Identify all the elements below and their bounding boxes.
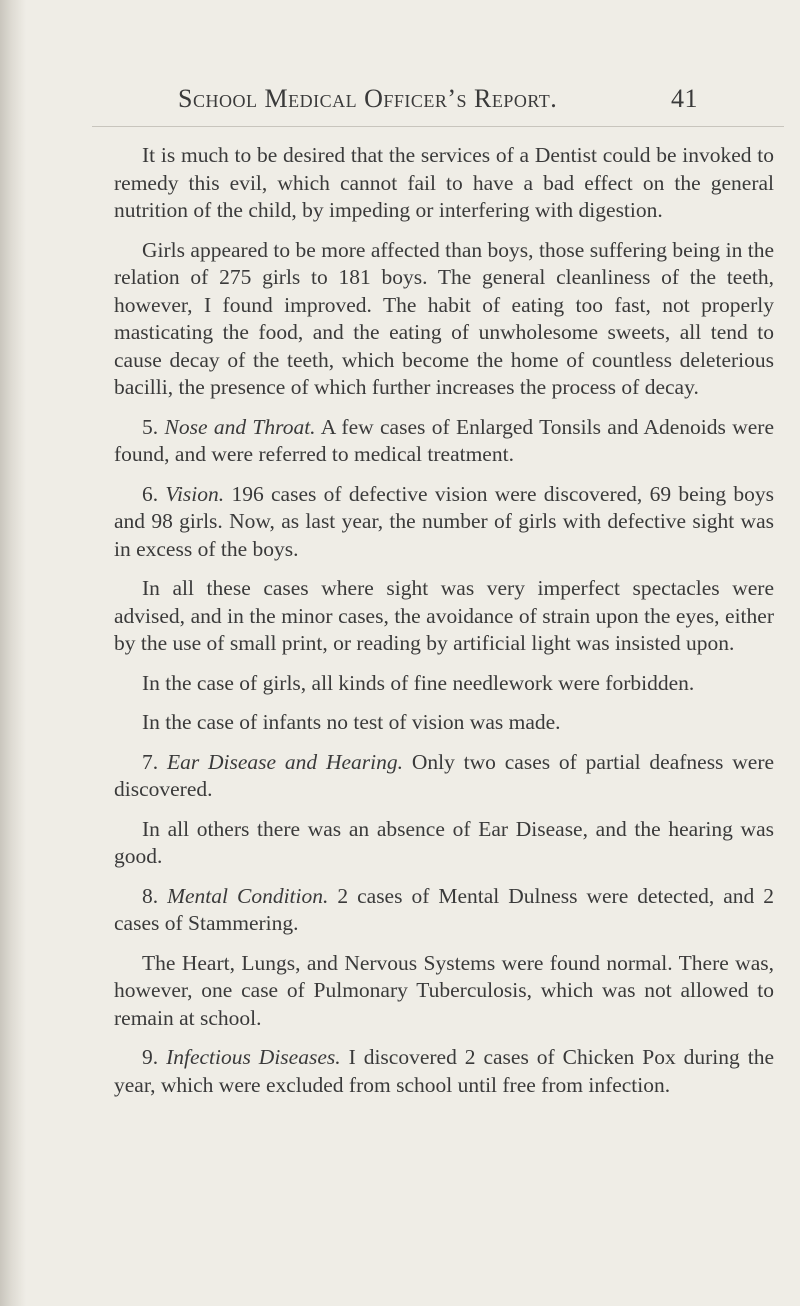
paragraph-heart-lungs: The Heart, Lungs, and Nervous Systems were found normal. There was, however, one case of Pulmonary Tuberculosis, which was not allowed to remain at school. [114,950,774,1030]
page-number: 41 [671,84,698,113]
running-header [178,84,698,120]
paragraph-ear-others: In all others there was an absence of Ear Disease, and the hearing was good. [114,816,774,868]
section-heading: Ear Disease and Hearing. [166,749,404,774]
section-heading: Mental Condition. [167,883,329,908]
section-heading: Infectious Diseases. [166,1045,341,1069]
section-nose-throat: 5. Nose and Throat. A few cases of Enlarged Tonsils and Adenoids were found, and were referred to medical treatment. [114,414,775,466]
section-infectious-diseases: 9. Infectious Diseases. I discovered 2 cases of Chicken Pox during the year, which were excluded from school until free from infection. [114,1045,774,1097]
section-ear-hearing: 7. Ear Disease and Hearing. Only two cases of partial deafness were discovered. [114,749,775,801]
section-heading: Nose and Throat. [164,414,316,439]
paragraph-dentist: It is much to be desired that the services of a Dentist could be invoked to remedy this evil, which cannot fail to have a bad effect on the general nutrition of the child, by impeding or interfering with digestion. [114,143,774,222]
body-text [114,142,774,1111]
section-heading: Vision. [165,481,225,506]
section-vision: 6. Vision. 196 cases of defective vision were discovered, 69 being boys and 98 girls. Now, as last year, the number of girls with defective sight was in excess of the boys. [114,481,775,561]
paragraph-infants: In the case of infants no test of vision was made. [142,710,561,734]
page-edge-shadow [0,0,26,1306]
section-mental-condition: 8. Mental Condition. 2 cases of Mental Dulness were detected, and 2 cases of Stammering. [114,883,774,935]
paragraph-girls-teeth: Girls appeared to be more affected than boys, those suffering being in the relation of 275 girls to 181 boys. The general cleanliness of the teeth, however, I found improved. The habit of eating too fast, not properly masticating the food, and the eating of unwholesome sweets, all tend to cause decay of the teeth, which become the home of countless deleterious bacilli, the presence of which further increases the process of decay. [114,237,774,399]
header-title: School Medical Officer’s Report. [178,84,558,113]
header-rule [92,126,784,127]
paragraph-needlework: In the case of girls, all kinds of fine needlework were forbidden. [142,670,695,695]
paragraph-spectacles: In all these cases where sight was very imperfect spectacles were advised, and in the minor cases, the avoidance of strain upon the eyes, either by the use of small print, or reading by artificial light was insisted upon. [114,576,774,655]
